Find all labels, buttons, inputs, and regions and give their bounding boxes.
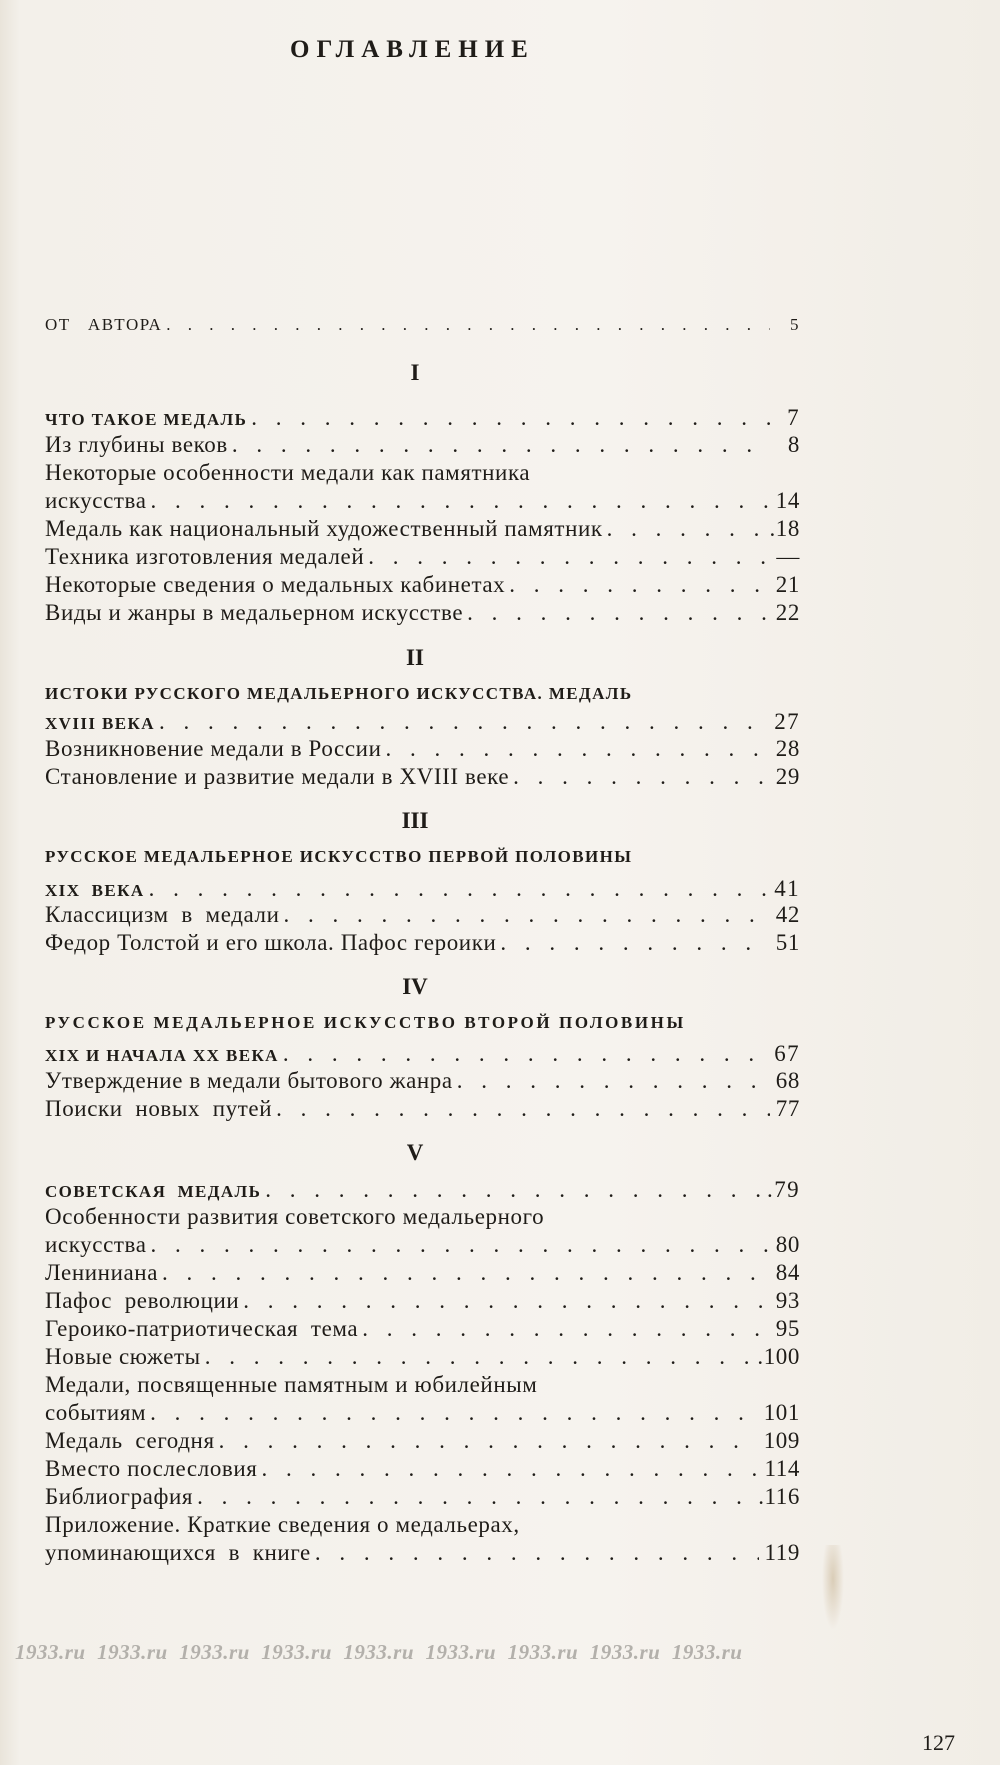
toc-entry[interactable] xyxy=(45,1316,800,1346)
toc-page-number: 14 xyxy=(775,488,800,513)
toc-page-number: 22 xyxy=(775,600,800,625)
toc-entry-line1[interactable]: Особенности развития советского медальерного xyxy=(45,1204,545,1229)
toc-heading-2-line1[interactable]: ИСТОКИ РУССКОГО МЕДАЛЬЕРНОГО ИСКУССТВА. МЕДАЛЬ xyxy=(45,684,633,703)
toc-entry[interactable] xyxy=(45,600,800,630)
dot-leader xyxy=(311,1540,759,1566)
dot-leader xyxy=(155,709,768,735)
toc-page-number: .116 xyxy=(758,1484,800,1509)
toc-page-number: 5 xyxy=(790,315,800,334)
toc-entry[interactable] xyxy=(45,1096,800,1126)
toc-entry-label: Некоторые сведения о медальных кабинетах xyxy=(45,572,506,597)
toc-entry-intro[interactable] xyxy=(45,315,800,345)
page-number: 127 xyxy=(922,1730,955,1755)
toc-page-number: 8 xyxy=(787,432,800,457)
toc-entry-label: событиям xyxy=(45,1400,147,1425)
toc-page-number: 68 xyxy=(775,1068,800,1093)
toc-entry-label: Героико-патриотическая тема xyxy=(45,1316,359,1341)
toc-heading-5[interactable] xyxy=(45,1177,800,1207)
toc-page-number: 119 xyxy=(764,1540,800,1565)
watermark: 1933.ru 1933.ru 1933.ru 1933.ru 1933.ru 1933.ru 1933.ru 1933.ru 1933.ru xyxy=(15,1640,743,1664)
toc-heading-4[interactable] xyxy=(45,1041,800,1071)
dot-leader xyxy=(158,1260,770,1286)
toc-page-number: 21 xyxy=(775,572,800,597)
dot-leader xyxy=(193,1484,752,1510)
toc-page-number: 67 xyxy=(774,1041,800,1066)
toc-entry[interactable] xyxy=(45,1068,800,1098)
toc-entry[interactable] xyxy=(45,432,800,462)
dot-leader xyxy=(147,1232,770,1258)
toc-heading-label: ЧТО ТАКОЕ МЕДАЛЬ xyxy=(45,410,248,429)
toc-page-number: 7 xyxy=(787,405,800,430)
toc-page-number: 41 xyxy=(774,876,800,901)
toc-entry[interactable] xyxy=(45,1232,800,1262)
toc-entry[interactable] xyxy=(45,1484,800,1514)
toc-entry[interactable] xyxy=(45,902,800,932)
toc-entry-label: Утверждение в медали бытового жанра xyxy=(45,1068,453,1093)
toc-entry-label: Пафос революции xyxy=(45,1288,240,1313)
toc-entry-label: Медаль как национальный художественный памятник xyxy=(45,516,603,541)
toc-entry[interactable] xyxy=(45,1344,800,1374)
dot-leader xyxy=(463,600,770,626)
toc-entry-line1[interactable]: Некоторые особенности медали как памятника xyxy=(45,460,531,485)
toc-entry-label: Возникновение медали в России xyxy=(45,736,382,761)
dot-leader xyxy=(505,572,770,598)
toc-entry[interactable] xyxy=(45,1400,800,1430)
toc-page-number: 84 xyxy=(775,1260,800,1285)
toc-page-number: 42 xyxy=(775,902,800,927)
toc-page-number: 29 xyxy=(775,764,800,789)
toc-entry-label: Техника изготовления медалей xyxy=(45,544,365,569)
toc-page-number: 80 xyxy=(775,1232,800,1257)
dot-leader xyxy=(496,930,769,956)
dot-leader xyxy=(145,876,769,902)
toc-heading-2[interactable] xyxy=(45,709,800,739)
toc-heading-4-line1[interactable]: РУССКОЕ МЕДАЛЬЕРНОЕ ИСКУССТВО ВТОРОЙ ПОЛОВИНЫ xyxy=(45,1013,686,1032)
toc-page-number: 95 xyxy=(775,1316,800,1341)
dot-leader xyxy=(215,1428,758,1454)
toc-entry[interactable] xyxy=(45,1456,800,1486)
section-numeral-3: III xyxy=(401,808,429,833)
toc-entry-label: искусства xyxy=(45,488,147,513)
toc-page-number: — xyxy=(776,544,800,569)
toc-page-number: 109 xyxy=(763,1428,800,1453)
toc-entry[interactable] xyxy=(45,1288,800,1318)
dot-leader xyxy=(279,1041,768,1067)
dot-leader xyxy=(453,1068,770,1094)
toc-entry-label: ОТ АВТОРА xyxy=(45,315,163,334)
toc-entry-label: Федор Толстой и его школа. Пафос героики xyxy=(45,930,497,955)
toc-entry-line1[interactable]: Приложение. Краткие сведения о медальерах, xyxy=(45,1512,520,1537)
toc-entry-line1[interactable]: Медали, посвященные памятным и юбилейным xyxy=(45,1372,538,1397)
toc-heading-label: СОВЕТСКАЯ МЕДАЛЬ xyxy=(45,1182,262,1201)
dot-leader xyxy=(358,1316,770,1342)
dot-leader xyxy=(509,764,770,790)
dot-leader xyxy=(603,516,764,542)
toc-page-number: 93 xyxy=(775,1288,800,1313)
dot-leader xyxy=(147,488,770,514)
toc-entry-label: Классицизм в медали xyxy=(45,902,280,927)
toc-entry[interactable] xyxy=(45,544,800,574)
toc-entry-label: Виды и жанры в медальерном искусстве xyxy=(45,600,464,625)
dot-leader xyxy=(364,544,770,570)
section-numeral-5: V xyxy=(406,1140,424,1165)
dot-leader xyxy=(146,1400,758,1426)
toc-entry-label: Из глубины веков xyxy=(45,432,228,457)
dot-leader xyxy=(239,1288,770,1314)
dot-leader xyxy=(201,1344,752,1370)
toc-page-number: 51 xyxy=(775,930,800,955)
toc-page-number: 27 xyxy=(774,709,800,734)
dot-leader xyxy=(257,1456,758,1482)
dot-leader xyxy=(228,432,770,458)
section-numeral-4: IV xyxy=(402,974,428,999)
toc-entry[interactable] xyxy=(45,764,800,794)
toc-entry-label: Поиски новых путей xyxy=(45,1096,273,1121)
dot-leader xyxy=(261,1177,761,1203)
toc-entry[interactable] xyxy=(45,930,800,960)
toc-entry-label: искусства xyxy=(45,1232,147,1257)
toc-heading-label: XVIII ВЕКА xyxy=(45,714,155,733)
toc-entry-label: Библиография xyxy=(45,1484,194,1509)
toc-heading-label: XIX И НАЧАЛА XX ВЕКА xyxy=(45,1046,279,1065)
toc-heading-3-line1[interactable]: РУССКОЕ МЕДАЛЬЕРНОЕ ИСКУССТВО ПЕРВОЙ ПОЛОВИНЫ xyxy=(45,847,633,866)
dot-leader xyxy=(162,315,770,335)
toc-entry[interactable] xyxy=(45,1540,800,1570)
toc-heading-label: XIX ВЕКА xyxy=(45,881,145,900)
toc-page-number: .18 xyxy=(769,516,800,541)
toc-entry-label: Медаль сегодня xyxy=(45,1428,215,1453)
dot-leader xyxy=(272,1096,770,1122)
toc-entry-label: Новые сюжеты xyxy=(45,1344,201,1369)
toc-page-number: 101 xyxy=(763,1400,800,1425)
toc-entry[interactable] xyxy=(45,488,800,518)
toc-entry-label: Становление и развитие медали в XVIII веке xyxy=(45,764,510,789)
paper-stain xyxy=(822,1545,844,1630)
page-title: ОГЛАВЛЕНИЕ xyxy=(290,36,535,63)
toc-page-number: .79 xyxy=(767,1177,800,1202)
toc-entry-label: Лениниана xyxy=(45,1260,159,1285)
dot-leader xyxy=(381,736,769,762)
toc-entry[interactable] xyxy=(45,572,800,602)
toc-entry[interactable] xyxy=(45,1428,800,1458)
section-numeral-2: II xyxy=(406,645,424,670)
toc-page-number: 28 xyxy=(775,736,800,761)
toc-entry[interactable] xyxy=(45,736,800,766)
dot-leader xyxy=(280,902,770,928)
dot-leader xyxy=(247,405,770,431)
section-numeral-1: I xyxy=(410,360,420,385)
toc-entry[interactable] xyxy=(45,516,800,546)
toc-page-number: 114 xyxy=(764,1456,800,1481)
toc-entry-label: упоминающихся в книге xyxy=(45,1540,311,1565)
toc-page-number: 77 xyxy=(775,1096,800,1121)
toc-entry-label: Вместо послесловия xyxy=(45,1456,258,1481)
toc-heading-1[interactable] xyxy=(45,405,800,435)
toc-page-number: .100 xyxy=(757,1344,800,1369)
toc-entry[interactable] xyxy=(45,1260,800,1290)
